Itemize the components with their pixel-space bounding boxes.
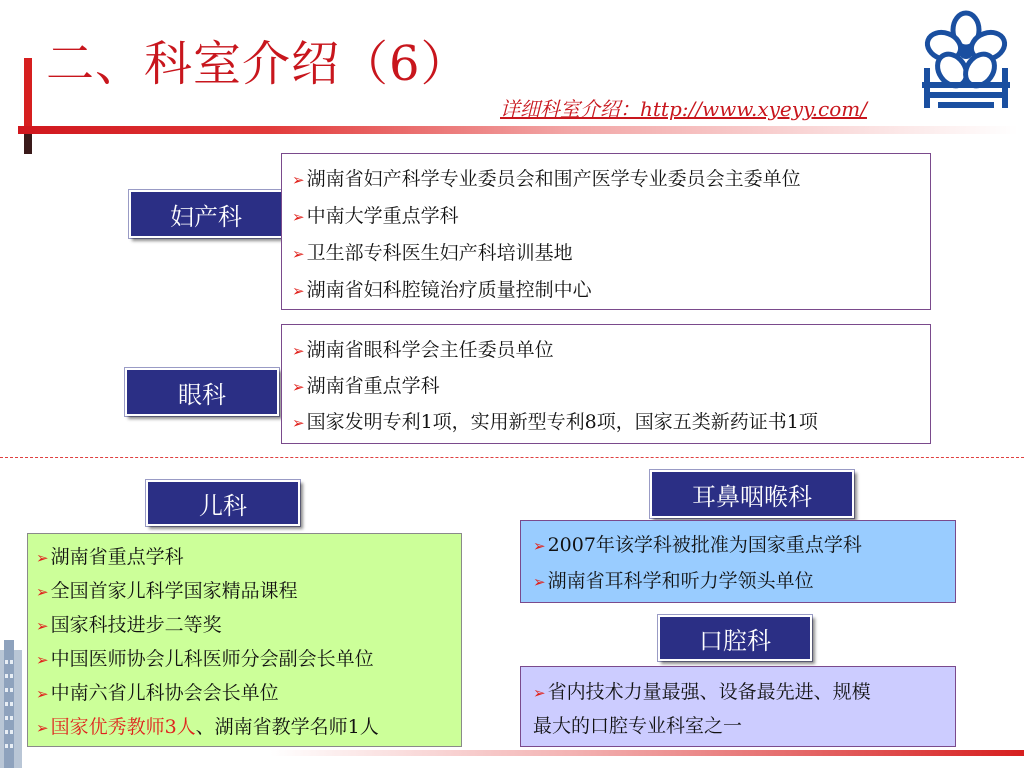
header-divider — [18, 126, 1018, 134]
list-item: ➢ 中南大学重点学科 — [292, 205, 459, 227]
list-item: ➢ 湖南省妇产科学专业委员会和围产医学专业委员会主委单位 — [292, 168, 801, 190]
hospital-logo-icon — [916, 8, 1016, 112]
arrow-bullet-icon: ➢ — [292, 414, 305, 432]
arrow-bullet-icon: ➢ — [533, 537, 546, 555]
section-divider — [0, 457, 1024, 458]
list-item: ➢ 卫生部专科医生妇产科培训基地 — [292, 242, 573, 264]
footer-divider — [270, 750, 1024, 756]
list-item: ➢ 省内技术力量最强、设备最先进、规模 — [533, 681, 871, 703]
ophthalmology-info-box — [281, 324, 931, 444]
building-illustration-icon — [0, 640, 30, 768]
dept-label-ent: 耳鼻咽喉科 — [650, 470, 854, 518]
list-item: ➢ 全国首家儿科学国家精品课程 — [36, 580, 298, 602]
list-item: ➢ 湖南省耳科学和听力学领头单位 — [533, 570, 814, 592]
arrow-bullet-icon: ➢ — [292, 378, 305, 396]
pediatrics-info-box — [27, 533, 462, 747]
list-item: ➢ 湖南省重点学科 — [36, 546, 184, 568]
arrow-bullet-icon: ➢ — [292, 171, 305, 189]
dept-label-ophthalmology: 眼科 — [125, 368, 279, 416]
list-item: ➢ 湖南省妇科腔镜治疗质量控制中心 — [292, 279, 592, 301]
list-item: ➢ 湖南省眼科学会主任委员单位 — [292, 339, 554, 361]
page-title: 二、科室介绍（6） — [46, 36, 470, 92]
dept-label-obgyn: 妇产科 — [129, 190, 283, 238]
arrow-bullet-icon: ➢ — [292, 282, 305, 300]
detail-link[interactable]: 详细科室介绍：http://www.xyeyy.com/ — [500, 97, 867, 121]
dept-label-pediatrics: 儿科 — [146, 480, 300, 526]
arrow-bullet-icon: ➢ — [36, 617, 49, 635]
dept-label-stomatology: 口腔科 — [658, 615, 812, 661]
list-item: ➢ 湖南省重点学科 — [292, 375, 440, 397]
list-item: ➢ 国家优秀教师3人、湖南省教学名师1人 — [36, 716, 379, 738]
arrow-bullet-icon: ➢ — [36, 719, 49, 737]
arrow-bullet-icon: ➢ — [533, 573, 546, 591]
arrow-bullet-icon: ➢ — [36, 549, 49, 567]
list-item: ➢ 2007年该学科被批准为国家重点学科 — [533, 534, 862, 556]
list-item: ➢ 国家科技进步二等奖 — [36, 614, 222, 636]
obgyn-info-box — [281, 153, 931, 310]
stomatology-info-box — [520, 666, 956, 747]
arrow-bullet-icon: ➢ — [533, 684, 546, 702]
list-item: ➢ 国家发明专利1项，实用新型专利8项，国家五类新药证书1项 — [292, 411, 818, 433]
list-item-continued: 最大的口腔专业科室之一 — [533, 715, 743, 737]
ent-info-box — [520, 520, 956, 603]
arrow-bullet-icon: ➢ — [292, 245, 305, 263]
arrow-bullet-icon: ➢ — [292, 342, 305, 360]
arrow-bullet-icon: ➢ — [36, 685, 49, 703]
arrow-bullet-icon: ➢ — [36, 583, 49, 601]
arrow-bullet-icon: ➢ — [292, 208, 305, 226]
arrow-bullet-icon: ➢ — [36, 651, 49, 669]
list-item: ➢ 中南六省儿科协会会长单位 — [36, 682, 279, 704]
list-item: ➢ 中国医师协会儿科医师分会副会长单位 — [36, 648, 374, 670]
highlight-text: 国家优秀教师3人 — [50, 716, 196, 738]
